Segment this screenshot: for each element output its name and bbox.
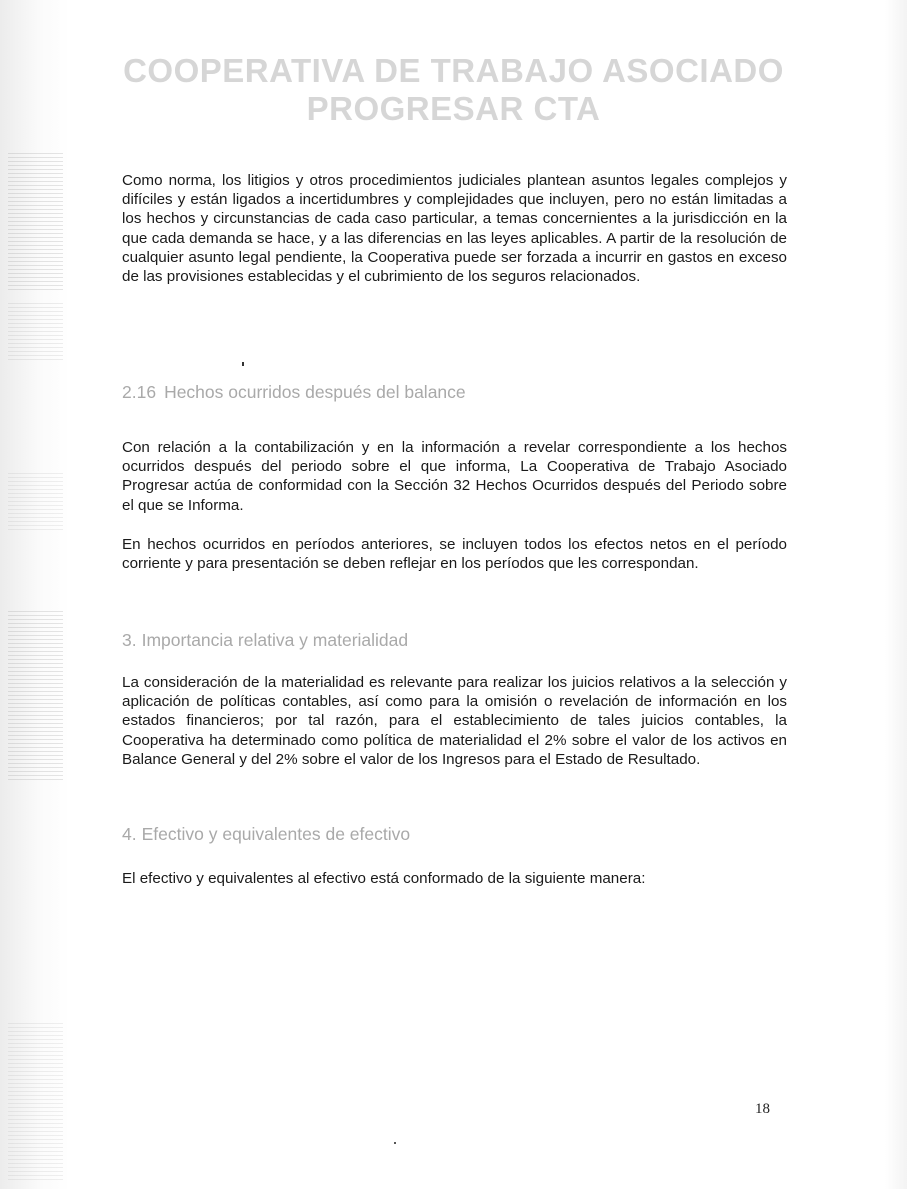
scan-mark xyxy=(394,1142,396,1144)
section-title: Efectivo y equivalentes de efectivo xyxy=(141,824,411,844)
scan-smudge xyxy=(8,150,63,290)
paragraph-materialidad: La consideración de la materialidad es relevante para realizar los juicios relativos a la selección y aplicación de políticas contables, así como para la omisión o revelación de información en los estados financieros; por tal razón, para el establecimiento de tales juicios contables, la Cooperativa ha determinado como política de materialidad el 2% sobre el valor de los activos en Balance General y del 2% sobre el valor de los Ingresos para el Estado de Resultado. xyxy=(122,674,787,768)
section-number: 3. xyxy=(122,630,137,650)
scan-shadow-left xyxy=(0,0,70,1189)
page-number: 18 xyxy=(755,1101,770,1117)
section-title: Importancia relativa y materialidad xyxy=(141,630,409,650)
header-line-1: COOPERATIVA DE TRABAJO ASOCIADO xyxy=(123,52,784,89)
section-heading-3 xyxy=(122,630,787,650)
section-heading-4 xyxy=(122,824,787,844)
scan-smudge xyxy=(8,610,63,780)
section-number: 2.16 xyxy=(122,382,157,402)
scan-mark xyxy=(242,362,244,366)
paragraph-hechos-1: Con relación a la contabilización y en la información a revelar correspondiente a los hechos ocurridos después del periodo sobre el que informa, La Cooperativa de Trabajo Asociado Progresar actúa de conformidad con la Sección 32 Hechos Ocurridos después del Periodo sobre el que se Informa. xyxy=(122,439,787,514)
section-title: Hechos ocurridos después del balance xyxy=(164,382,466,402)
document-header xyxy=(0,52,907,128)
scan-smudge xyxy=(8,300,63,360)
paragraph-litigios: Como norma, los litigios y otros procedimientos judiciales plantean asuntos legales complejos y difíciles y están ligados a incertidumbres y complejidades que incluyen, pero no están limitadas a los hechos y circunstancias de cada caso particular, a temas concernientes a la jurisdicción en la que cada demanda se hace, y a las diferencias en las leyes aplicables. A partir de la resolución de cualquier asunto legal pendiente, la Cooperativa puede ser forzada a incurrir en gastos en exceso de las provisiones establecidas y el cubrimiento de los seguros relacionados. xyxy=(122,172,787,286)
section-number: 4. xyxy=(122,824,137,844)
section-heading-2-16 xyxy=(122,382,787,402)
scan-shadow-right xyxy=(885,0,907,1189)
scan-smudge xyxy=(8,1020,63,1180)
paragraph-efectivo: El efectivo y equivalentes al efectivo está conformado de la siguiente manera: xyxy=(122,870,646,887)
header-line-2: PROGRESAR CTA xyxy=(306,90,601,127)
scan-smudge xyxy=(8,470,63,530)
paragraph-hechos-2: En hechos ocurridos en períodos anteriores, se incluyen todos los efectos netos en el período corriente y para presentación se deben reflejar en los períodos que les correspondan. xyxy=(122,536,787,573)
